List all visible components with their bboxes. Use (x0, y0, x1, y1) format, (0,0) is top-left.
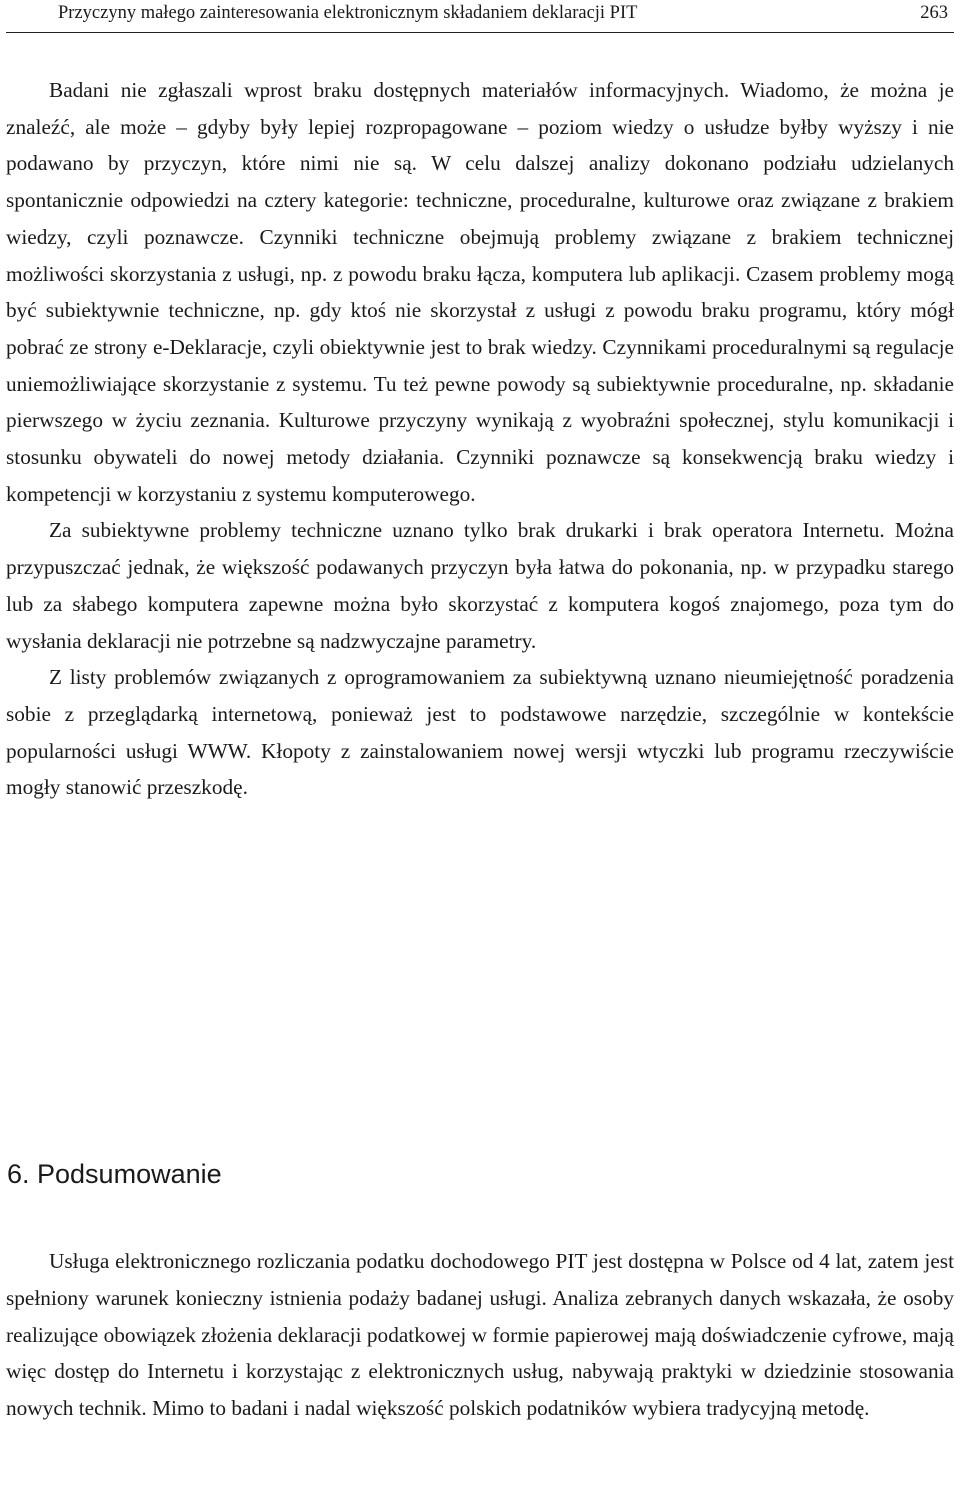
paragraph-1: Badani nie zgłaszali wprost braku dostępnych materiałów informacyjnych. Wiadomo, że można je znaleźć, ale może – gdyby były lepiej rozpropagowane – poziom wiedzy o usłudze byłby wyższy i nie podawano by przyczyn, które nimi nie są. W celu dalszej analizy dokonano podziału udzielanych spontanicznie odpowiedzi na cztery kategorie: techniczne, proceduralne, kulturowe oraz związane z brakiem wiedzy, czyli poznawcze. Czynniki techniczne obejmują problemy związane z brakiem technicznej możliwości skorzystania z usługi, np. z powodu braku łącza, komputera lub aplikacji. Czasem problemy mogą być subiektywnie techniczne, np. gdy ktoś nie skorzystał z usługi z powodu braku programu, który mógł pobrać ze strony e-Deklaracje, czyli obiektywnie jest to brak wiedzy. Czynnikami proceduralnymi są regulacje uniemożliwiające skorzystanie z systemu. Tu też pewne powody są subiektywnie proceduralne, np. składanie pierwszego w życiu zeznania. Kulturowe przyczyny wynikają z wyobraźni społecznej, stylu komunikacji i stosunku obywateli do nowej metody działania. Czynniki poznawcze są konsekwencją braku wiedzy i kompetencji w korzystaniu z systemu komputerowego. (6, 78, 954, 506)
body-text (6, 72, 954, 806)
summary-text (6, 1243, 954, 1427)
section-heading: 6. Podsumowanie (7, 1159, 222, 1189)
paragraph-2: Za subiektywne problemy techniczne uznano tylko brak drukarki i brak operatora Internetu. Można przypuszczać jednak, że większość podawanych przyczyn była łatwa do pokonania, np. w przypadku starego lub za słabego komputera zapewne można było skorzystać z komputera kogoś znajomego, poza tym do wysłania deklaracji nie potrzebne są nadzwyczajne parametry. (6, 518, 954, 653)
paragraph-3: Z listy problemów związanych z oprogramowaniem za subiektywną uznano nieumiejętność poradzenia sobie z przeglądarką internetową, ponieważ jest to podstawowe narzędzie, szczególnie w kontekście popularności usługi WWW. Kłopoty z zainstalowaniem nowej wersji wtyczki lub programu rzeczywiście mogły stanowić przeszkodę. (6, 665, 954, 800)
running-header (6, 0, 954, 33)
running-title: Przyczyny małego zainteresowania elektronicznym składaniem deklaracji PIT (58, 3, 638, 23)
summary-paragraph-1: Usługa elektronicznego rozliczania podatku dochodowego PIT jest dostępna w Polsce od 4 lat, zatem jest spełniony warunek konieczny istnienia podaży badanej usługi. Analiza zebranych danych wskazała, że osoby realizujące obowiązek złożenia deklaracji podatkowej w formie papierowej mają doświadczenie cyfrowe, mają więc dostęp do Internetu i korzystając z elektronicznych usług, nabywają praktyki w dziedzinie stosowania nowych technik. Mimo to badani i nadal większość polskich podatników wybiera tradycyjną metodę. (6, 1249, 954, 1421)
page-number: 263 (920, 3, 948, 23)
